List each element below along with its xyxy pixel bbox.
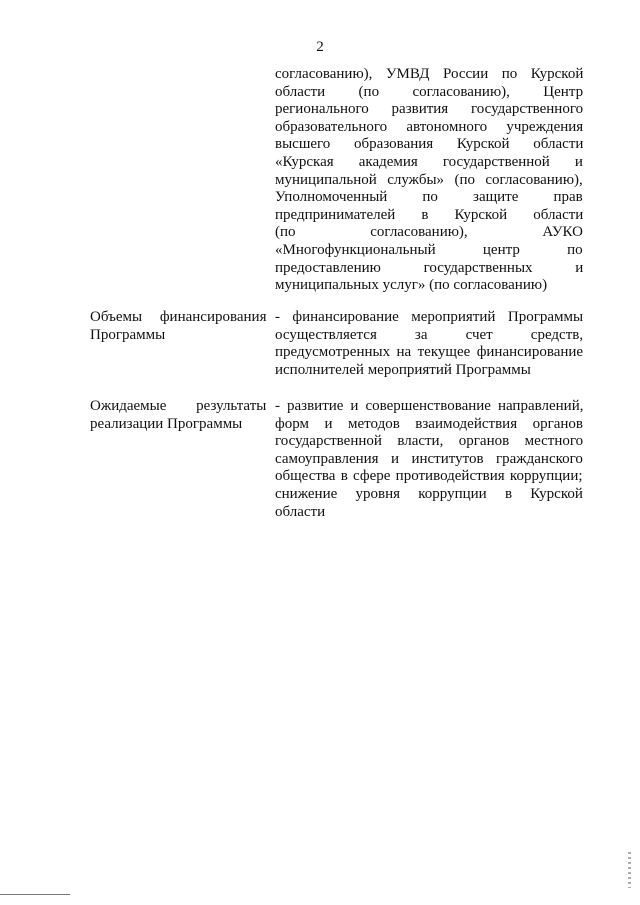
text-line: снижение уровня коррупции в Курской [275,485,583,502]
text-line: (по согласованию), АУКО [275,224,584,241]
text-line: предоставлению государственных и [275,259,584,276]
text-line: форм и методов взаимодействия органов [275,415,584,432]
text-line: Уполномоченный по защите прав [275,189,583,206]
text-line: общества в сфере противодействия коррупции; [275,468,583,485]
text-line: высшего образования Курской области [275,136,584,153]
page-number: 2 [316,39,324,55]
text-line: «Многофункциональный центр по [275,241,583,258]
label-line: Программы [90,326,166,343]
text-line: согласованию), УМВД России по Курской [275,66,584,82]
text-line: - финансирование мероприятий Программы [275,309,584,325]
text-line: муниципальной службы» (по согласованию), [275,171,583,188]
label-line: Объемы финансирования [90,309,267,325]
results-label [90,398,266,433]
text-line: регионального развития государственного [275,101,584,118]
footer-rule [0,894,70,895]
text-line: предусмотренных на текущее финансирование [275,344,584,361]
label-line: Ожидаемые результаты [90,398,267,414]
text-line: самоуправления и институтов гражданского [275,450,583,467]
text-line: области [275,503,326,520]
text-line: - развитие и совершенствование направлений, [275,398,584,414]
executors-continuation [275,66,583,295]
text-line: предпринимателей в Курской области [275,206,584,223]
text-line: государственной власти, органов местного [275,433,584,450]
text-line: образовательного автономного учреждения [275,118,584,135]
text-line: исполнителей мероприятий Программы [275,361,531,378]
text-line: «Курская академия государственной и [275,153,583,170]
margin-scan-mark [628,852,631,888]
text-line: муниципальных услуг» (по согласованию) [275,277,548,294]
results-value [275,398,583,521]
financing-value [275,309,583,379]
text-line: области (по согласованию), Центр [275,83,584,100]
label-line: реализации Программы [90,415,243,432]
text-line: осуществляется за счет средств, [275,326,584,343]
financing-label [90,309,266,344]
